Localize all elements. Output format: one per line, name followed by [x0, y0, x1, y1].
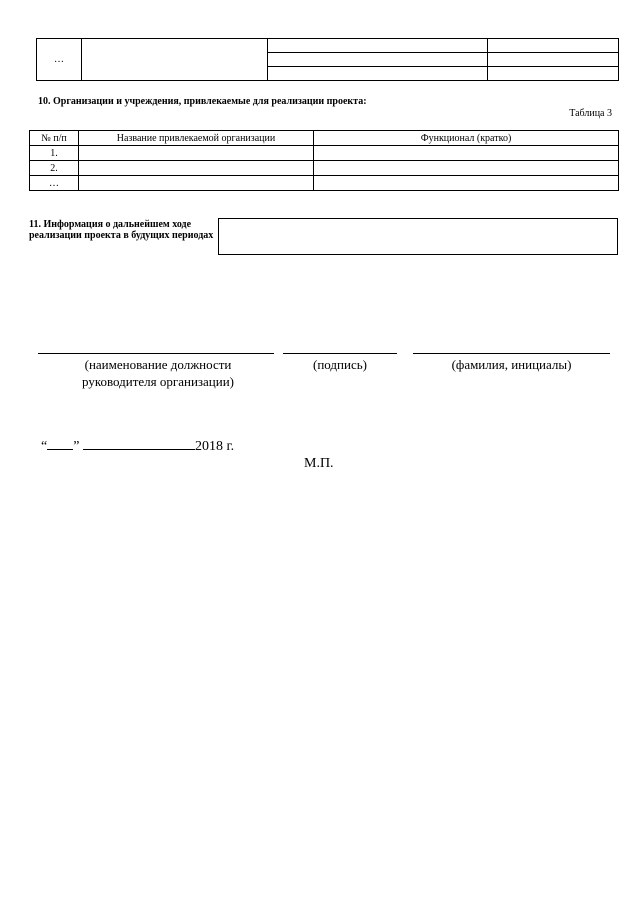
table-cell[interactable] [82, 39, 268, 81]
table-cell[interactable] [488, 39, 619, 53]
functions-cell[interactable] [314, 176, 619, 191]
functions-cell[interactable] [314, 146, 619, 161]
stamp-placeholder: М.П. [304, 456, 334, 471]
table-cell[interactable] [488, 53, 619, 67]
day-blank[interactable] [47, 437, 73, 450]
row-number-cell: 1. [30, 146, 79, 161]
table-cell[interactable] [268, 53, 488, 67]
table-header-row [30, 131, 619, 146]
column-header-number: № п/п [30, 131, 79, 146]
signature-caption: (подпись) [313, 357, 367, 372]
position-caption [38, 356, 278, 390]
position-signature-line[interactable] [38, 353, 274, 354]
table-cell[interactable] [268, 39, 488, 53]
position-caption-line-1: (наименование должности [84, 357, 232, 372]
name-signature-line[interactable] [413, 353, 610, 354]
functions-cell[interactable] [314, 161, 619, 176]
organization-name-cell[interactable] [79, 161, 314, 176]
table-3-caption: Таблица 3 [569, 108, 612, 119]
row-number-cell: 2. [30, 161, 79, 176]
table-cell-ellipsis: … [37, 39, 82, 81]
row-number-cell: … [30, 176, 79, 191]
position-caption-line-2: руководителя организации) [81, 374, 235, 389]
date-close-quote: ” [73, 439, 80, 454]
column-header-organization-name: Название привлекаемой организации [79, 131, 314, 146]
organization-name-cell[interactable] [79, 146, 314, 161]
date-open-quote: “ [41, 439, 48, 454]
future-periods-info-field[interactable] [218, 218, 618, 255]
table-cell[interactable] [488, 67, 619, 81]
column-header-functions: Функционал (кратко) [314, 131, 619, 146]
table-row [30, 161, 619, 176]
date-year: 2018 г. [194, 439, 235, 454]
table-cell[interactable] [268, 67, 488, 81]
previous-table-fragment [36, 38, 619, 81]
organization-name-cell[interactable] [79, 176, 314, 191]
table-row [30, 176, 619, 191]
name-caption: (фамилия, инициалы) [451, 357, 572, 372]
section-11-heading: 11. Информация о дальнейшем ходе реализации проекта в будущих периодах [29, 219, 214, 241]
section-10-heading: 10. Организации и учреждения, привлекаемые для реализации проекта: [38, 96, 367, 107]
month-blank[interactable] [83, 437, 195, 450]
organizations-table [29, 130, 619, 191]
signature-line[interactable] [283, 353, 397, 354]
date-line [41, 437, 234, 455]
table-row [30, 146, 619, 161]
